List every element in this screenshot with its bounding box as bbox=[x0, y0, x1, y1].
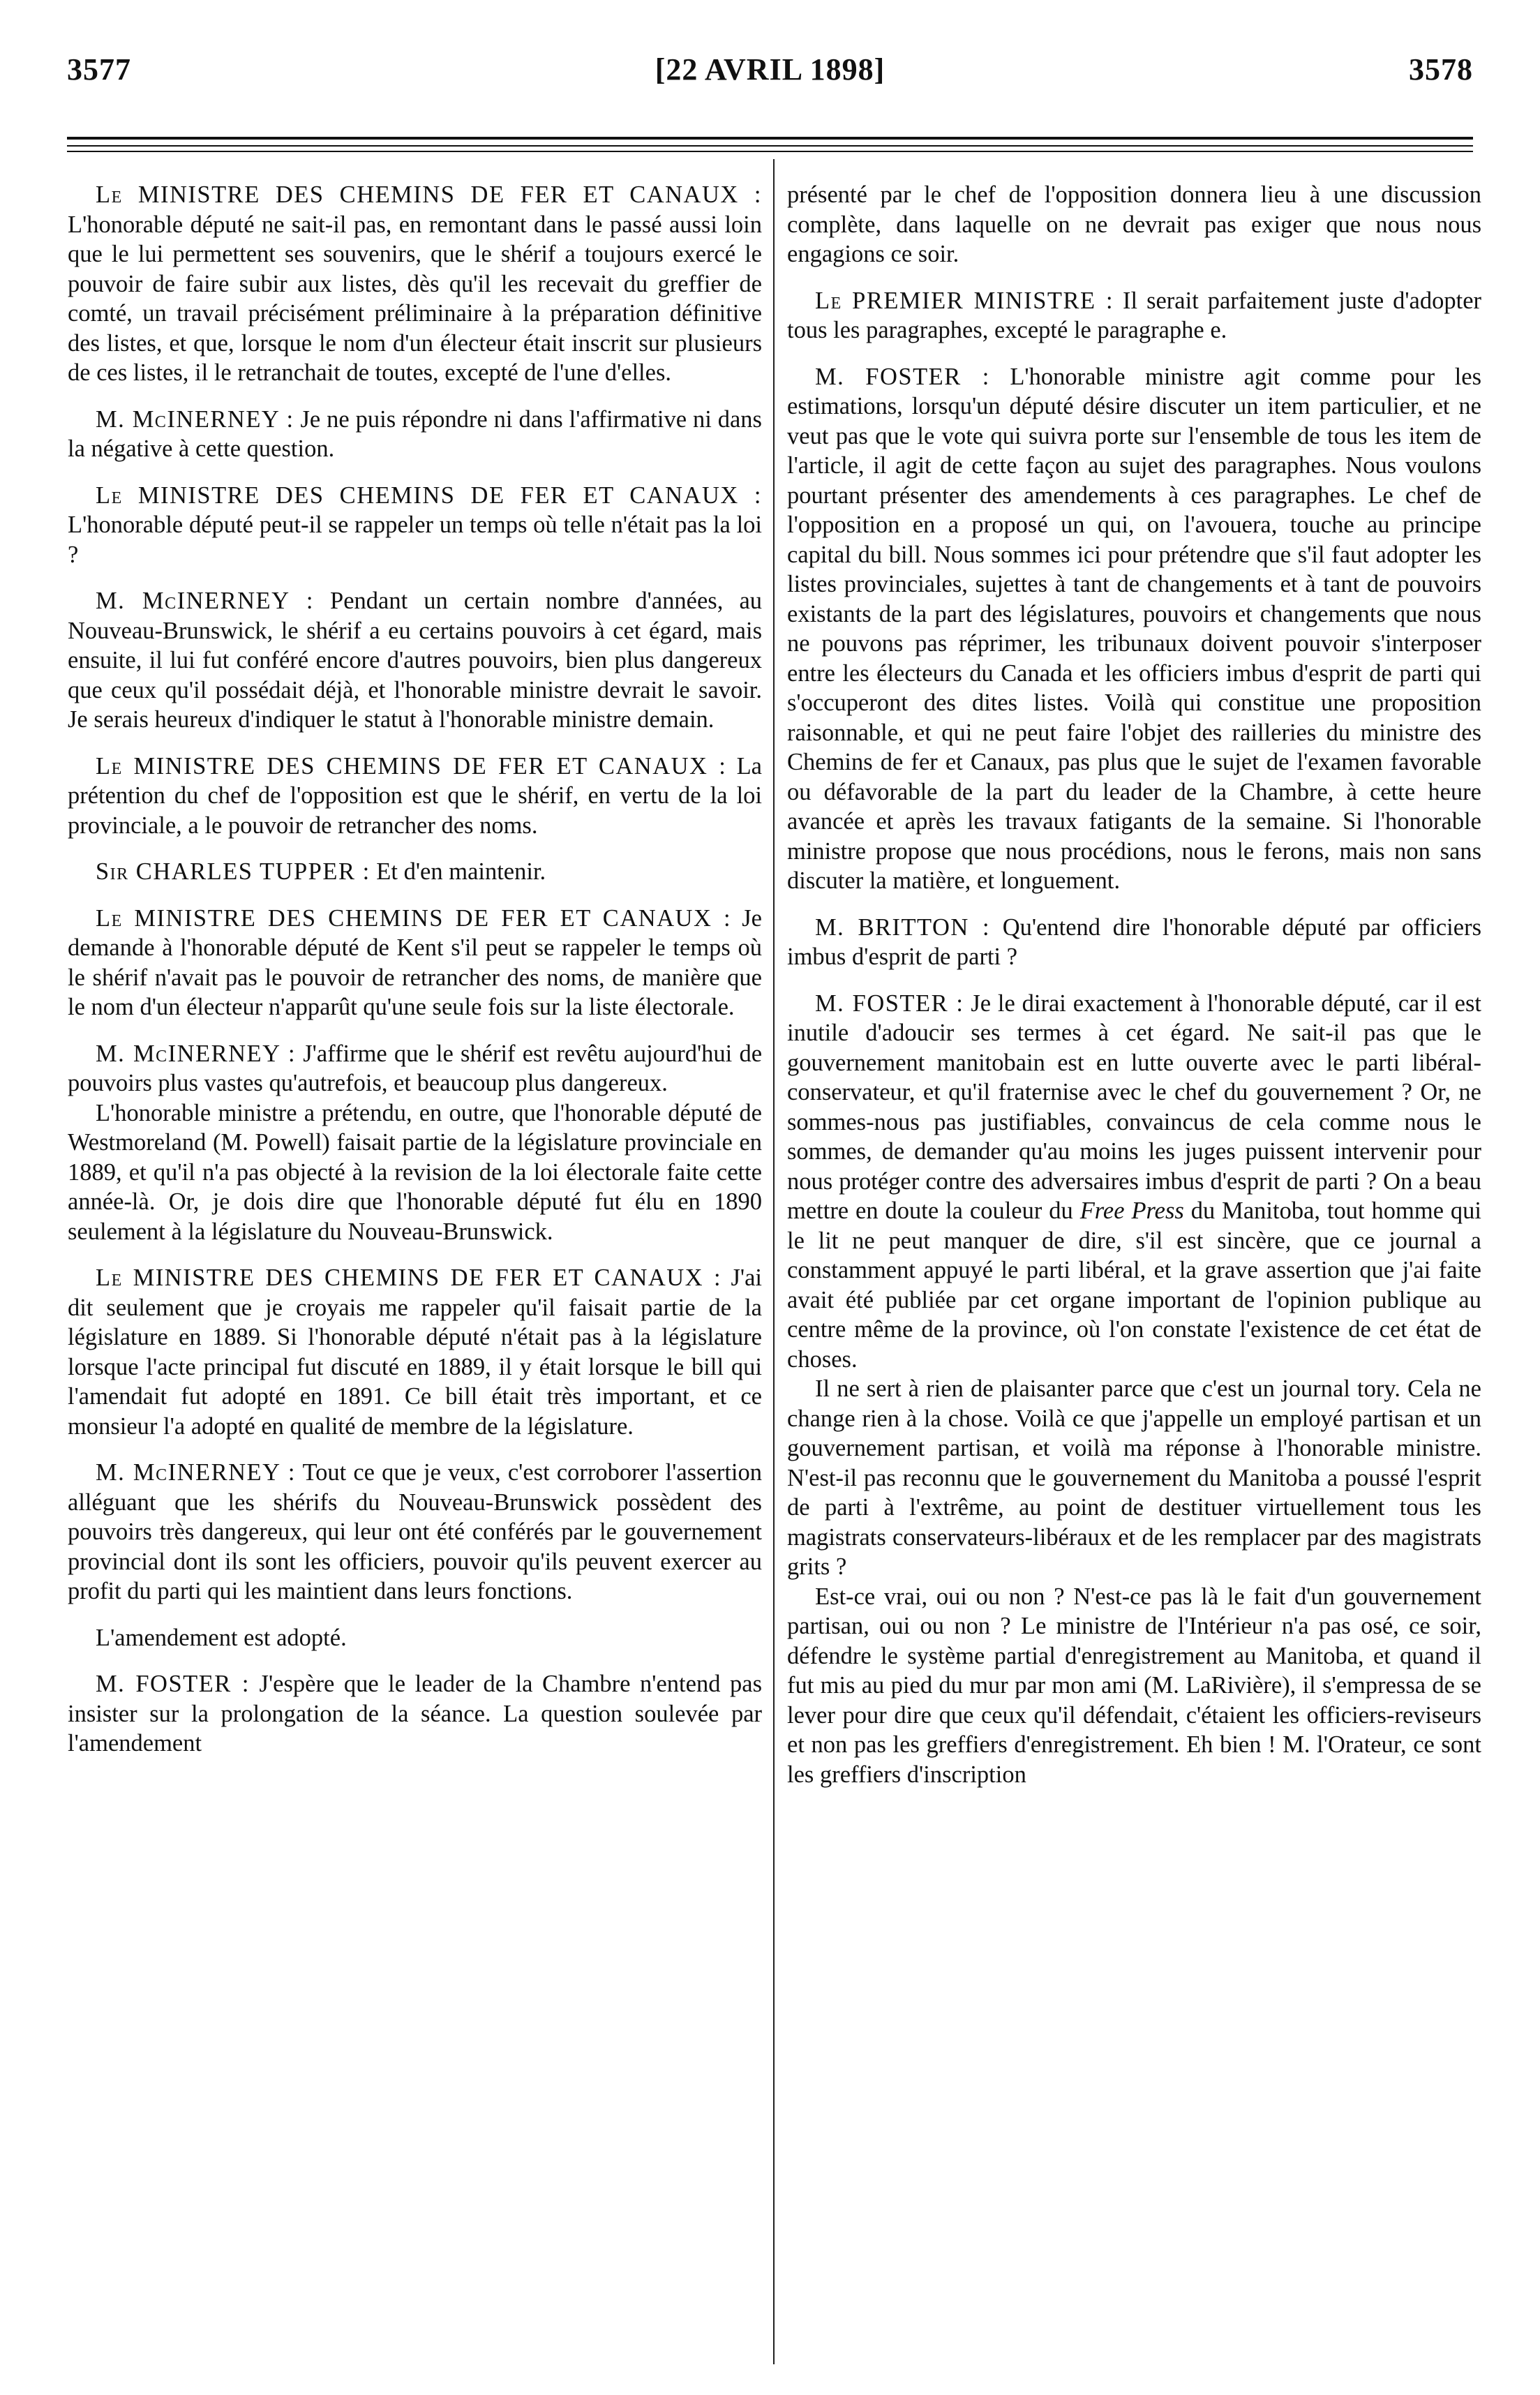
paragraph-text: Je ne puis répondre ni dans l'affirmative ni dans la négative à cette question. bbox=[68, 405, 762, 462]
newspaper-title: Free Press bbox=[1079, 1198, 1184, 1224]
paragraph bbox=[68, 1263, 762, 1441]
column-divider bbox=[773, 159, 775, 2364]
paragraph bbox=[68, 1098, 762, 1247]
speaker: M. McINERNEY : bbox=[96, 1459, 296, 1486]
paragraph-text: L'honorable député ne sait-il pas, en remontant dans le passé aussi loin que le lui permettent ses souvenirs, que le shérif a toujours exercé le pouvoir de faire subir aux listes, dès qu'il les recevait du greffier de comté, un travail précisément préliminaire à la préparation définitive des listes, et que, lorsque le nom d'un électeur était inscrit sur plusieurs de ces listes, il le retranchait de toutes, excepté de l'une d'elles. bbox=[68, 211, 762, 386]
paragraph bbox=[68, 904, 762, 1022]
paragraph-text: La prétention du chef de l'opposition est que le shérif, en vertu de la loi provinciale, a le pouvoir de retrancher des noms. bbox=[68, 752, 762, 839]
paragraph-text: Il ne sert à rien de plaisanter parce que c'est un journal tory. Cela ne change rien à la chose. Voilà ce que j'appelle un employé partisan et un gouvernement partisan, et voilà ma réponse à l'honorable ministre. N'est-il pas reconnu que le gouvernement du Manitoba a poussé l'esprit de parti à l'extrême, au point de destituer virtuellement tous les magistrats conservateurs-libéraux et de les remplacer par des magistrats grits ? bbox=[787, 1375, 1481, 1580]
speaker: Le MINISTRE DES CHEMINS DE FER ET CANAUX : bbox=[96, 482, 762, 509]
paragraph bbox=[787, 1374, 1481, 1582]
paragraph bbox=[68, 1458, 762, 1606]
speaker: Sir CHARLES TUPPER : bbox=[96, 858, 371, 885]
paragraph bbox=[787, 286, 1481, 345]
paragraph-text: L'honorable député peut-il se rappeler un temps où telle n'était pas la loi ? bbox=[68, 512, 762, 568]
left-column bbox=[68, 180, 762, 1775]
paragraph bbox=[68, 1623, 762, 1653]
speaker: Le PREMIER MINISTRE : bbox=[815, 287, 1114, 314]
paragraph-text: J'espère que le leader de la Chambre n'entend pas insister sur la prolongation de la séance. La question soulevée par l'amendement bbox=[68, 1671, 763, 1756]
paragraph bbox=[787, 913, 1481, 972]
paragraph bbox=[787, 1582, 1481, 1790]
paragraph bbox=[787, 362, 1481, 896]
speaker: M. McINERNEY : bbox=[96, 405, 294, 433]
speaker: M. FOSTER : bbox=[815, 990, 964, 1017]
paragraph-text: Et d'en maintenir. bbox=[376, 858, 546, 885]
paragraph bbox=[68, 857, 762, 887]
header-rule-thin-2 bbox=[67, 151, 1473, 152]
paragraph-text: J'ai dit seulement que je croyais me rappeler qu'il faisait partie de la législature en 1889. Si l'honorable député n'était pas à la législature lorsque l'acte principal fut discuté en 1889, il y était lorsque le bill qui l'amendait fut adopté en 1891. Ce bill était très important, et ce monsieur l'a adopté en qualité de membre de la législature. bbox=[68, 1264, 762, 1440]
header-rule-thin bbox=[67, 145, 1473, 147]
paragraph-text: L'honorable ministre a prétendu, en outre, que l'honorable député de Westmoreland (M. Powell) faisait partie de la législature provinciale en 1889, et qu'il n'a pas objecté à la revision de la loi électorale faite cette année-là. Or, je dois dire que l'honorable député fut élu en 1890 seulement à la législature du Nouveau-Brunswick. bbox=[68, 1099, 762, 1245]
speaker: Le MINISTRE DES CHEMINS DE FER ET CANAUX : bbox=[96, 1264, 722, 1291]
header-rule-thick bbox=[67, 137, 1473, 140]
speaker: M. BRITTON : bbox=[815, 913, 991, 941]
paragraph-text: Je le dirai exactement à l'honorable député, car il est inutile d'adoucir ses termes à cet égard. Ne sait-il pas que le gouvernement manitobain est en lutte ouverte avec le parti libéral-conservateur, et qu'il fraternise avec le chef du gouvernement ? Or, ne sommes-nous pas justifiables, convaincus de cela comme nous le sommes, de demander qu'au moins les juges puissent intervenir pour nous protéger contre des adversaires imbus d'esprit de parti ? On a beau mettre en doute la couleur du bbox=[787, 990, 1482, 1224]
paragraph-text: du Manitoba, tout homme qui le lit ne peut manquer de dire, s'il est sincère, que ce journal a constamment appuyé le parti libéral, et la grave assertion que j'ai faite avait été publiée par cet organe important de l'opinion publique au centre même de la province, où l'on constate l'existence de cet état de choses. bbox=[787, 1198, 1482, 1373]
paragraph bbox=[787, 180, 1481, 269]
paragraph-text: Est-ce vrai, oui ou non ? N'est-ce pas là le fait d'un gouvernement partisan, oui ou non ? Le ministre de l'Intérieur n'a pas osé, ce soir, défendre le système partial d'enregistrement au Manitoba, et quand il fut mis au pied du mur par mon ami (M. LaRivière), il s'empressa de se lever pour dire que ceux qu'il défendait, c'étaient les officiers-reviseurs et non pas les greffiers d'enregistrement. Eh bien ! M. l'Orateur, ce sont les greffiers d'inscription bbox=[787, 1583, 1481, 1788]
right-column bbox=[787, 180, 1481, 1806]
header-date: [22 AVRIL 1898] bbox=[655, 52, 885, 87]
paragraph-text: Qu'entend dire l'honorable député par officiers imbus d'esprit de parti ? bbox=[787, 913, 1481, 970]
paragraph-text: présenté par le chef de l'opposition donnera lieu à une discussion complète, dans laquelle on ne devrait pas exiger que nous nous engagions ce soir. bbox=[787, 181, 1481, 267]
paragraph bbox=[787, 989, 1481, 1375]
paragraph-text: J'affirme que le shérif est revêtu aujourd'hui de pouvoirs plus vastes qu'autrefois, et beaucoup plus dangereux. bbox=[68, 1040, 763, 1096]
paragraph-text: Tout ce que je veux, c'est corroborer l'assertion alléguant que les shérifs du Nouveau-Brunswick possèdent des pouvoirs très dangereux, qui leur ont été conférés par le gouvernement provincial dont ils sont les officiers, pouvoir qu'ils peuvent exercer au profit du parti qui les maintient dans leurs fonctions. bbox=[68, 1459, 762, 1604]
speaker: M. McINERNEY : bbox=[96, 588, 314, 614]
paragraph-text: Pendant un certain nombre d'années, au Nouveau-Brunswick, le shérif a eu certains pouvoirs à cet égard, mais ensuite, il lui fut conféré encore d'autres pouvoirs, bien plus dangereux que ceux qu'il possédait déjà, et l'honorable ministre devrait le savoir. Je serais heureux d'indiquer le statut à l'honorable ministre demain. bbox=[68, 588, 763, 733]
paragraph bbox=[68, 1669, 762, 1759]
paragraph-text: L'amendement est adopté. bbox=[96, 1624, 347, 1651]
speaker: M. FOSTER : bbox=[96, 1671, 250, 1697]
paragraph-text: Il serait parfaitement juste d'adopter tous les paragraphes, excepté le paragraphe e. bbox=[787, 287, 1481, 343]
page-header bbox=[67, 52, 1473, 94]
left-page-number: 3577 bbox=[67, 52, 131, 87]
paragraph bbox=[68, 586, 762, 735]
paragraph bbox=[68, 752, 762, 841]
right-page-number: 3578 bbox=[1409, 52, 1473, 87]
speaker: Le MINISTRE DES CHEMINS DE FER ET CANAUX : bbox=[96, 904, 732, 932]
paragraph bbox=[68, 180, 762, 388]
paragraph bbox=[68, 405, 762, 464]
speaker: M. FOSTER : bbox=[815, 363, 990, 390]
speaker: Le MINISTRE DES CHEMINS DE FER ET CANAUX : bbox=[96, 181, 762, 208]
paragraph-text: Je demande à l'honorable député de Kent s'il peut se rappeler le temps où le shérif n'avait pas le pouvoir de retrancher des noms, de manière que le nom d'un électeur n'apparût qu'une seule fois sur la liste électorale. bbox=[68, 904, 762, 1020]
speaker: M. McINERNEY : bbox=[96, 1040, 297, 1067]
speaker: Le MINISTRE DES CHEMINS DE FER ET CANAUX : bbox=[96, 752, 727, 779]
paragraph bbox=[68, 1039, 762, 1098]
paragraph bbox=[68, 481, 762, 570]
paragraph-text: L'honorable ministre agit comme pour les estimations, lorsqu'un député désire discuter un item particulier, et ne veut pas que le vote qui suivra porte sur l'ensemble de tous les item de l'article, il agit de cette façon au sujet des paragraphes. Nous voulons pourtant présenter des amendements à ces paragraphes. Le chef de l'opposition en a proposé un qui, on l'avouera, touche au principe capital du bill. Nous sommes ici pour prétendre que s'il faut adopter les listes provinciales, sujettes à tant de changements et à tant de pouvoirs existants de la part des législatures, pouvoirs et changements que nous ne pouvons pas réprimer, les tribunaux doivent pouvoir s'interposer entre les électeurs du Canada et les officiers imbus d'esprit de parti qui s'occuperont des dites listes. Voilà qui constitue une proposition raisonnable, et qui ne peut faire l'objet des railleries du ministre des Chemins de fer et Canaux, pas plus que le sujet de l'examen favorable ou défavorable de la part du leader de la Chambre, à cette heure avancée et après les travaux fatigants de la semaine. Si l'honorable ministre propose que nous procédions, nous le ferons, mais non sans discuter la matière, et longuement. bbox=[787, 363, 1481, 894]
